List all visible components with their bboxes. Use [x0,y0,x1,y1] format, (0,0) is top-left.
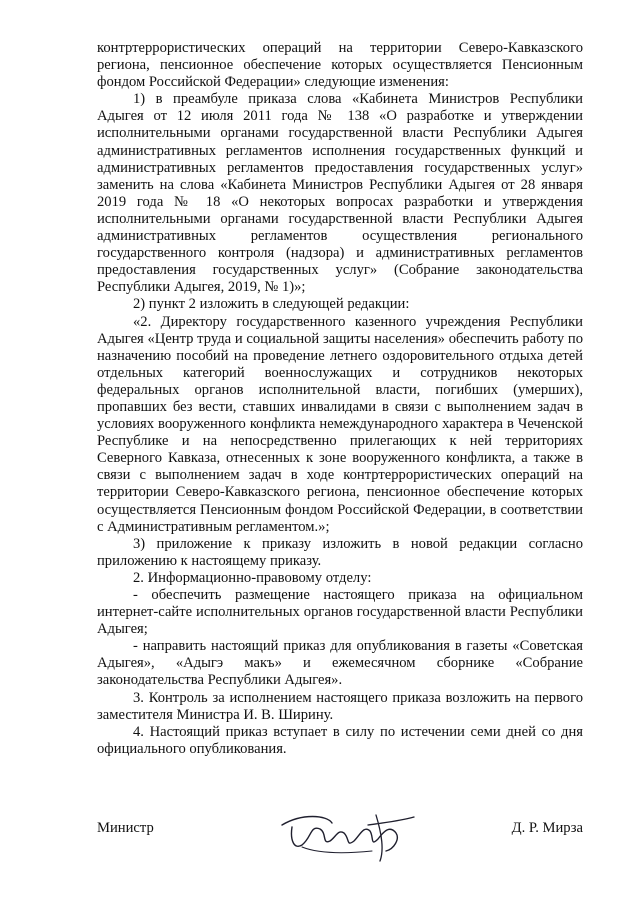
document-body [97,40,583,758]
signatory-name: Д. Р. Мирза [511,820,583,836]
paragraph-3: 2) пункт 2 изложить в следующей редакции: [133,296,410,313]
signature-block [97,820,583,844]
paragraph-4: «2. Директору государственного казенного учреждения Республики Адыгея «Центр труда и социальной защиты населения» обеспечить работу по назначению пособий на проведение летнего оздоровительного отдыха детей отдельных категорий военнослужащих и сотрудников некоторых федеральных органов исполнительной власти, погибших (умерших), пропавших без вести, ставших инвалидами в связи с выполнением задач в условиях вооруженного конфликта немеждународного характера в Чеченской Республике и на непосредственно прилегающих к ней территориях Северного Кавказа, отнесенных к зоне вооруженного конфликта, а также в связи с выполнением задач в ходе контртеррористических операций на территории Северо-Кавказского региона, пенсионное обеспечение которых осуществляется Пенсионным фондом Российской Федерации, в соответствии с Административным регламентом.»; [97,313,583,535]
paragraph-5: 3) приложение к приказу изложить в новой редакции согласно приложению к настоящему приказу. [97,535,583,569]
paragraph-9: 3. Контроль за исполнением настоящего приказа возложить на первого заместителя Министра И. В. Ширину. [97,689,583,723]
paragraph-1: контртеррористических операций на территории Северо-Кавказского региона, пенсионное обеспечение которых осуществляется Пенсионным фондом Российской Федерации» следующие изменения: [97,40,583,91]
paragraph-7: - обеспечить размещение настоящего приказа на официальном интернет-сайте исполнительных органов государственной власти Республики Адыгея; [97,587,583,638]
paragraph-8: - направить настоящий приказ для опубликования в газеты «Советская Адыгея», «Адыгэ макъ» и ежемесячном сборнике «Собрание законодательства Республики Адыгея». [97,638,583,689]
paragraph-6: 2. Информационно-правовому отделу: [133,569,372,586]
paragraph-2: 1) в преамбуле приказа слова «Кабинета Министров Республики Адыгея от 12 июля 2011 года № 138 «О разработке и утверждении исполнительными органами государственной власти Республики Адыгея административных регламентов исполнения государственных функций и административных регламентов предоставления государственных услуг» заменить на слова «Кабинета Министров Республики Адыгея от 28 января 2019 года № 18 «О некоторых вопросах разработки и утверждения исполнительными органами государственной власти Республики Адыгея административных регламентов осуществления регионального государственного контроля (надзора) и административных регламентов предоставления государственных услуг» (Собрание законодательства Республики Адыгея, 2019, № 1)»; [97,91,583,296]
signatory-position: Министр [97,820,154,836]
paragraph-10: 4. Настоящий приказ вступает в силу по истечении семи дней со дня официального опубликования. [97,723,583,757]
